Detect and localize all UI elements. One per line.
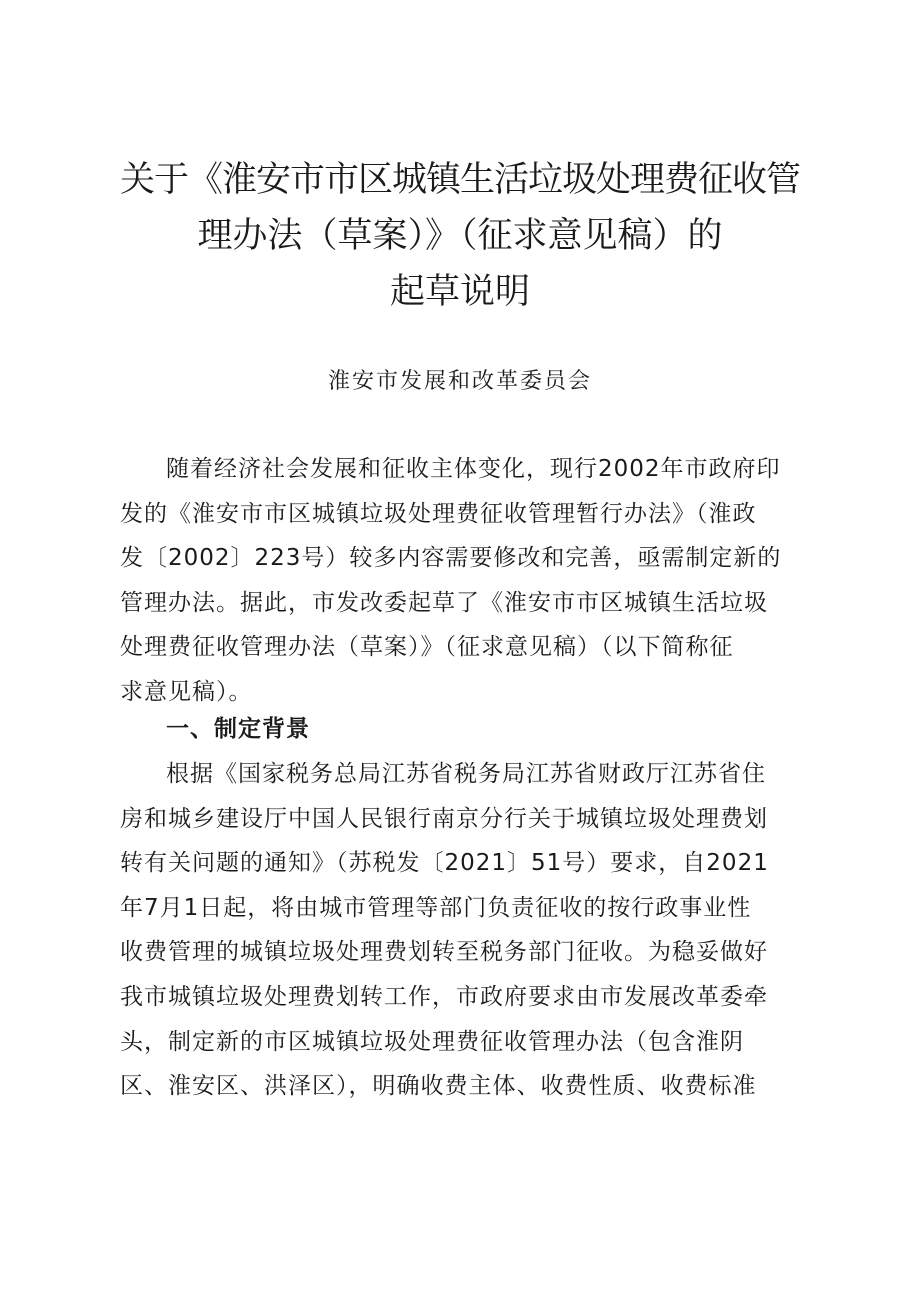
background-paragraph <box>120 752 800 1109</box>
paragraph-line: 头，制定新的市区城镇垃圾处理费征收管理办法（包含淮阴 <box>120 1028 744 1055</box>
paragraph-line: 管理办法。据此，市发改委起草了《淮安市市区城镇生活垃圾 <box>120 589 768 616</box>
title-line-1: 关于《淮安市市区城镇生活垃圾处理费征收管 <box>119 160 800 200</box>
paragraph-line: 求意见稿）。 <box>120 678 253 705</box>
intro-paragraph <box>120 447 800 715</box>
paragraph-line: 处理费征收管理办法（草案）》（征求意见稿）（以下简称征 <box>120 634 734 661</box>
paragraph-line: 转有关问题的通知》（苏税发〔2021〕51号）要求，自2021 <box>120 850 769 877</box>
section-heading-background: 一、制定背景 <box>166 716 310 742</box>
title-line-2: 理办法（草案）》（征求意见稿）的 <box>197 216 723 256</box>
title-line-3: 起草说明 <box>389 272 530 312</box>
issuing-authority: 淮安市发展和改革委员会 <box>327 369 592 394</box>
paragraph-line: 年7月1日起，将由城市管理等部门负责征收的按行政事业性 <box>120 894 752 921</box>
paragraph-line: 房和城乡建设厅中国人民银行南京分行关于城镇垃圾处理费划 <box>120 805 768 832</box>
paragraph-line: 区、淮安区、洪泽区），明确收费主体、收费性质、收费标准 <box>120 1073 757 1100</box>
paragraph-line: 发的《淮安市市区城镇垃圾处理费征收管理暂行办法》（淮政 <box>120 500 757 527</box>
paragraph-line: 根据《国家税务总局江苏省税务局江苏省财政厅江苏省住 <box>166 761 766 787</box>
paragraph-line: 发〔2002〕223号）较多内容需要修改和完善，亟需制定新的 <box>120 545 782 572</box>
document-title <box>100 152 820 320</box>
paragraph-line: 我市城镇垃圾处理费划转工作，市政府要求由市发展改革委牵 <box>120 983 768 1010</box>
paragraph-line: 收费管理的城镇垃圾处理费划转至税务部门征收。为稳妥做好 <box>120 939 768 966</box>
paragraph-line: 随着经济社会发展和征收主体变化，现行2002年市政府印 <box>166 456 781 482</box>
